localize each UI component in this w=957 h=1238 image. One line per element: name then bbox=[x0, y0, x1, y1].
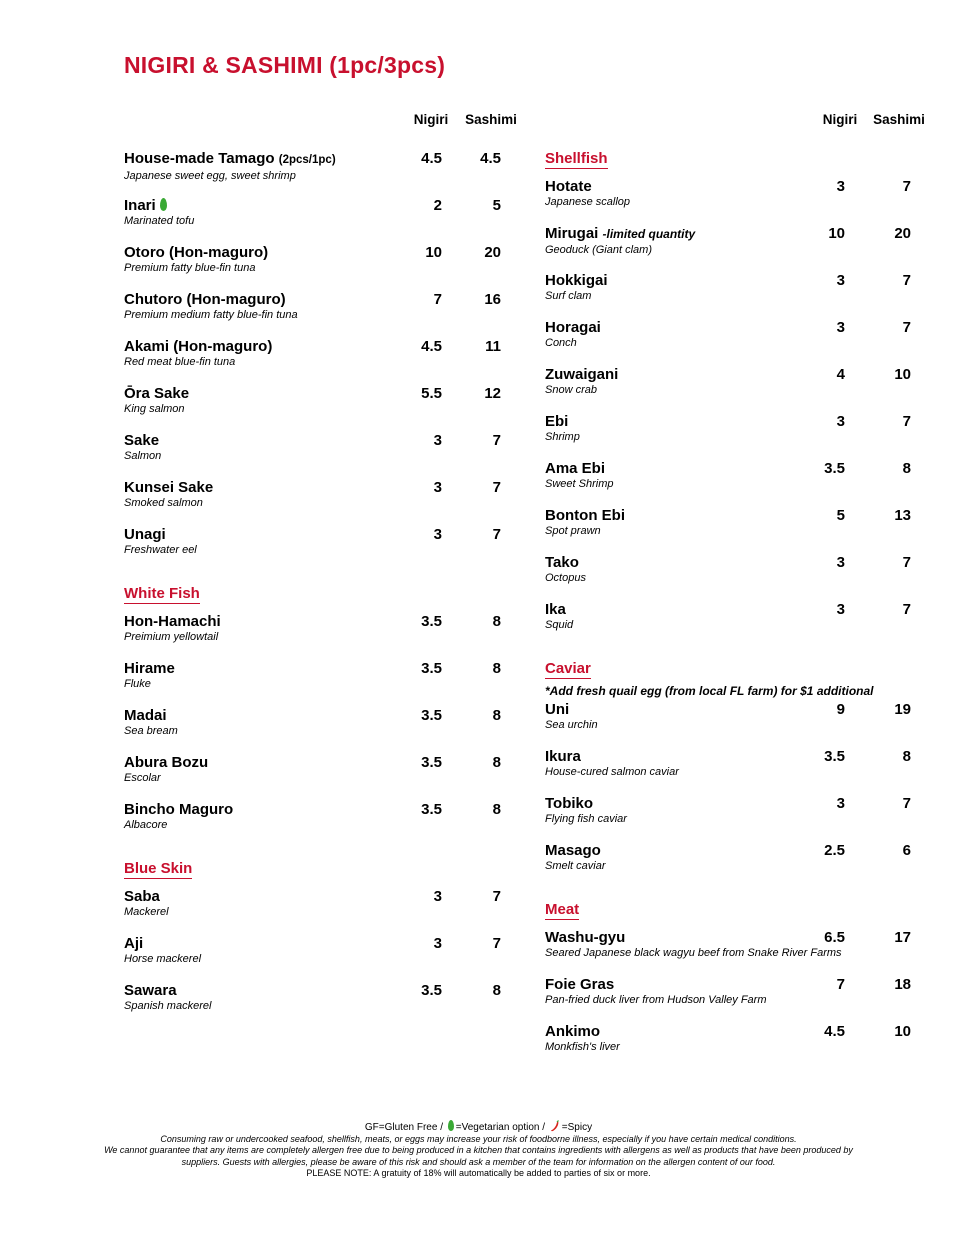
menu-item-name: Inari bbox=[124, 197, 156, 214]
nigiri-price: 7 bbox=[836, 976, 845, 993]
menu-item bbox=[545, 178, 915, 225]
sashimi-price: 7 bbox=[902, 178, 911, 195]
menu-item bbox=[545, 748, 915, 795]
nigiri-price: 3.5 bbox=[421, 801, 442, 818]
menu-item-name-line bbox=[545, 178, 915, 195]
menu-item-description: Sweet Shrimp bbox=[545, 478, 614, 490]
right-column-headers bbox=[545, 110, 925, 150]
menu-item-description: Monkfish's liver bbox=[545, 1041, 620, 1053]
menu-item-name: Ika bbox=[545, 601, 566, 618]
menu-item bbox=[545, 413, 915, 460]
menu-item-name-line bbox=[545, 795, 915, 812]
menu-item-description: Red meat blue-fin tuna bbox=[124, 356, 236, 368]
sashimi-price: 7 bbox=[902, 795, 911, 812]
menu-item-name-line bbox=[124, 291, 524, 308]
menu-item-description: House-cured salmon caviar bbox=[545, 766, 679, 778]
menu-item bbox=[124, 479, 524, 526]
sashimi-price: 6 bbox=[902, 842, 911, 859]
nigiri-price: 2.5 bbox=[824, 842, 845, 859]
nigiri-price: 6.5 bbox=[824, 929, 845, 946]
shellfish-heading-wrap bbox=[545, 150, 915, 178]
sashimi-price: 7 bbox=[902, 601, 911, 618]
menu-item-description: King salmon bbox=[124, 403, 185, 415]
menu-item-name-line bbox=[545, 701, 915, 718]
menu-item-description: Preimium yellowtail bbox=[124, 631, 219, 643]
menu-item-name: Masago bbox=[545, 842, 601, 859]
sashimi-price: 7 bbox=[492, 935, 501, 952]
menu-item-description: Horse mackerel bbox=[124, 953, 202, 965]
sashimi-price: 8 bbox=[492, 754, 501, 771]
sashimi-price: 7 bbox=[902, 319, 911, 336]
menu-item bbox=[124, 613, 524, 660]
sashimi-price: 8 bbox=[902, 460, 911, 477]
menu-item-description: Flying fish caviar bbox=[545, 813, 627, 825]
sashimi-price: 7 bbox=[902, 272, 911, 289]
section-heading-meat: Meat bbox=[545, 901, 580, 918]
menu-item bbox=[545, 601, 915, 648]
menu-item-description: Sea urchin bbox=[545, 719, 598, 731]
menu-item bbox=[124, 526, 524, 573]
menu-item-name-line bbox=[545, 272, 915, 289]
menu-item-name: Washu-gyu bbox=[545, 929, 626, 946]
menu-item-name: Hon-Hamachi bbox=[124, 613, 221, 630]
menu-item-description: Conch bbox=[545, 337, 577, 349]
menu-item-name-line bbox=[545, 554, 915, 571]
menu-item bbox=[545, 1023, 915, 1070]
sashimi-price: 7 bbox=[492, 526, 501, 543]
menu-item bbox=[124, 707, 524, 754]
menu-item bbox=[124, 150, 524, 197]
menu-item-description: Sea bream bbox=[124, 725, 178, 737]
menu-item-description: Smelt caviar bbox=[545, 860, 606, 872]
menu-item-description: Surf clam bbox=[545, 290, 592, 302]
menu-item-name-line bbox=[545, 225, 915, 243]
legend-vegetarian: =Vegetarian option / bbox=[455, 1122, 546, 1133]
disclaimer-allergens: We cannot guarantee that any items are completely allergen free due to being produced in a kitchen that contains ingredients with allergens as well as products that have been produced by suppliers. Guests with allergies, please be aware of this risk and should ask a member of the team for information on the allergen content of our food. bbox=[104, 1145, 853, 1167]
menu-item-name: Bincho Maguro bbox=[124, 801, 234, 818]
menu-item bbox=[124, 432, 524, 479]
nigiri-price: 3 bbox=[836, 413, 845, 430]
menu-item-name: Saba bbox=[124, 888, 160, 905]
sashimi-column-header: Sashimi bbox=[873, 112, 925, 127]
menu-item-availability-note: -limited quantity bbox=[602, 227, 696, 241]
menu-item-description: Octopus bbox=[545, 572, 586, 584]
menu-item-name: Kunsei Sake bbox=[124, 479, 214, 496]
menu-item-description: Geoduck (Giant clam) bbox=[545, 244, 652, 256]
menu-item-description: Japanese scallop bbox=[545, 196, 631, 208]
menu-item-name-line bbox=[124, 338, 524, 355]
menu-item-description: Spot prawn bbox=[545, 525, 601, 537]
left-column bbox=[124, 110, 524, 1029]
nigiri-price: 3 bbox=[836, 601, 845, 618]
menu-item-description: Marinated tofu bbox=[124, 215, 195, 227]
sashimi-price: 18 bbox=[894, 976, 911, 993]
menu-item-name-line bbox=[124, 935, 524, 952]
sashimi-price: 19 bbox=[894, 701, 911, 718]
menu-item-description: Salmon bbox=[124, 450, 162, 462]
menu-item bbox=[124, 291, 524, 338]
nigiri-price: 3 bbox=[836, 554, 845, 571]
menu-item-name: Ankimo bbox=[545, 1023, 601, 1040]
menu-item-name-line bbox=[545, 929, 915, 946]
blue-skin-list bbox=[124, 888, 524, 1029]
menu-item-description: Seared Japanese black wagyu beef from Snake River Farms bbox=[545, 947, 842, 959]
menu-item-description: Spanish mackerel bbox=[124, 1000, 212, 1012]
menu-item-name: Abura Bozu bbox=[124, 754, 209, 771]
menu-item bbox=[124, 888, 524, 935]
nigiri-price: 3.5 bbox=[421, 707, 442, 724]
nigiri-price: 3 bbox=[433, 432, 442, 449]
menu-item-name-line bbox=[124, 526, 524, 543]
sashimi-column-header: Sashimi bbox=[465, 112, 517, 127]
menu-item-name: Chutoro (Hon-maguro) bbox=[124, 291, 286, 308]
menu-item-name: Otoro (Hon-maguro) bbox=[124, 244, 269, 261]
menu-item-name-line bbox=[545, 748, 915, 765]
nigiri-price: 3.5 bbox=[421, 754, 442, 771]
sashimi-price: 20 bbox=[894, 225, 911, 242]
nigiri-price: 4.5 bbox=[421, 150, 442, 167]
menu-item-name: Ōra Sake bbox=[124, 385, 190, 402]
menu-item bbox=[124, 660, 524, 707]
caviar-list bbox=[545, 701, 915, 889]
menu-item bbox=[124, 385, 524, 432]
legend-spicy: =Spicy bbox=[561, 1122, 593, 1133]
nigiri-price: 3.5 bbox=[421, 660, 442, 677]
nigiri-column-header: Nigiri bbox=[413, 112, 449, 127]
sashimi-price: 8 bbox=[492, 660, 501, 677]
menu-item-name: Hirame bbox=[124, 660, 175, 677]
nigiri-price: 7 bbox=[433, 291, 442, 308]
menu-item-name: Bonton Ebi bbox=[545, 507, 625, 524]
nigiri-price: 3 bbox=[433, 935, 442, 952]
menu-item-name-line bbox=[545, 1023, 915, 1040]
menu-item-name-line bbox=[124, 801, 524, 818]
nigiri-price: 9 bbox=[836, 701, 845, 718]
menu-item-name-line bbox=[124, 982, 524, 999]
nigiri-price: 3 bbox=[836, 319, 845, 336]
menu-item-name-line bbox=[545, 319, 915, 336]
nigiri-price: 3.5 bbox=[824, 460, 845, 477]
nigiri-price: 4 bbox=[836, 366, 845, 383]
chili-pepper-icon bbox=[550, 1120, 560, 1132]
menu-item-description: Premium fatty blue-fin tuna bbox=[124, 262, 256, 274]
menu-item bbox=[545, 272, 915, 319]
menu-item-name-line bbox=[124, 479, 524, 496]
nigiri-price: 3 bbox=[433, 526, 442, 543]
sashimi-price: 7 bbox=[492, 432, 501, 449]
menu-item bbox=[545, 507, 915, 554]
sashimi-price: 8 bbox=[492, 982, 501, 999]
page-title: NIGIRI & SASHIMI (1pc/3pcs) bbox=[124, 52, 446, 78]
menu-item-description: Freshwater eel bbox=[124, 544, 197, 556]
menu-item bbox=[545, 460, 915, 507]
menu-item-name: Akami (Hon-maguro) bbox=[124, 338, 273, 355]
nigiri-price: 3 bbox=[836, 178, 845, 195]
section-heading-white-fish: White Fish bbox=[124, 585, 200, 602]
nigiri-price: 3 bbox=[836, 272, 845, 289]
menu-item bbox=[124, 801, 524, 848]
menu-item bbox=[545, 701, 915, 748]
menu-item-name: Foie Gras bbox=[545, 976, 615, 993]
nigiri-price: 3.5 bbox=[421, 982, 442, 999]
sashimi-price: 11 bbox=[485, 338, 501, 355]
white-fish-heading-wrap bbox=[124, 585, 524, 613]
menu-item-name: Unagi bbox=[124, 526, 166, 543]
sashimi-price: 10 bbox=[894, 366, 911, 383]
menu-item-description: Pan-fried duck liver from Hudson Valley Farm bbox=[545, 994, 767, 1006]
menu-item bbox=[124, 338, 524, 385]
menu-item-description: Shrimp bbox=[545, 431, 580, 443]
nigiri-price: 3.5 bbox=[421, 613, 442, 630]
menu-item bbox=[545, 366, 915, 413]
menu-item-name: Horagai bbox=[545, 319, 601, 336]
nigiri-price: 4.5 bbox=[421, 338, 442, 355]
menu-item bbox=[124, 244, 524, 291]
menu-item-name: Madai bbox=[124, 707, 167, 724]
caviar-note: *Add fresh quail egg (from local FL farm) for $1 additional bbox=[545, 684, 874, 698]
menu-item-name-line bbox=[545, 842, 915, 859]
menu-item-description: Fluke bbox=[124, 678, 151, 690]
menu-item-name: Sake bbox=[124, 432, 160, 449]
menu-item-name-line bbox=[124, 707, 524, 724]
gratuity-note: PLEASE NOTE: A gratuity of 18% will automatically be added to parties of six or more. bbox=[306, 1168, 651, 1178]
menu-item-description: Japanese sweet egg, sweet shrimp bbox=[124, 170, 296, 182]
nigiri-price: 5.5 bbox=[421, 385, 442, 402]
sashimi-price: 13 bbox=[894, 507, 911, 524]
menu-item bbox=[124, 935, 524, 982]
menu-item bbox=[545, 976, 915, 1023]
sashimi-price: 7 bbox=[902, 554, 911, 571]
menu-item bbox=[545, 842, 915, 889]
menu-item bbox=[545, 225, 915, 272]
disclaimer-foodborne: Consuming raw or undercooked seafood, shellfish, meats, or eggs may increase your risk of foodborne illness, especially if you have certain medical conditions. bbox=[160, 1133, 797, 1144]
menu-item-name: Hotate bbox=[545, 178, 592, 195]
sashimi-price: 17 bbox=[894, 929, 911, 946]
menu-item-description: Escolar bbox=[124, 772, 161, 784]
nigiri-column-header: Nigiri bbox=[822, 112, 858, 127]
blue-skin-heading-wrap bbox=[124, 860, 524, 888]
menu-item-name-line bbox=[545, 460, 915, 477]
menu-item bbox=[545, 554, 915, 601]
sashimi-price: 8 bbox=[492, 613, 501, 630]
nigiri-price: 10 bbox=[425, 244, 442, 261]
menu-item-name-line bbox=[545, 976, 915, 993]
menu-item bbox=[124, 754, 524, 801]
menu-item-name-line bbox=[124, 613, 524, 630]
shellfish-list bbox=[545, 178, 915, 648]
menu-item-name-line bbox=[124, 660, 524, 677]
menu-item bbox=[545, 929, 915, 976]
legend-gluten-free: GF=Gluten Free / bbox=[364, 1122, 443, 1133]
sashimi-price: 16 bbox=[484, 291, 501, 308]
menu-item-name: House-made Tamago bbox=[124, 150, 275, 167]
vegetarian-leaf-icon bbox=[160, 198, 167, 211]
sashimi-price: 8 bbox=[492, 707, 501, 724]
nigiri-price: 10 bbox=[828, 225, 845, 242]
right-column bbox=[545, 110, 925, 1070]
section-heading-caviar: Caviar bbox=[545, 660, 591, 677]
vegetarian-leaf-icon bbox=[448, 1120, 454, 1131]
section-heading-blue-skin: Blue Skin bbox=[124, 860, 193, 877]
menu-item bbox=[545, 795, 915, 842]
menu-item-name-line bbox=[545, 413, 915, 430]
menu-item-name-line bbox=[124, 385, 524, 402]
nigiri-price: 3.5 bbox=[824, 748, 845, 765]
sashimi-price: 4.5 bbox=[480, 150, 501, 167]
menu-item-name-line bbox=[124, 197, 524, 214]
nigiri-price: 5 bbox=[836, 507, 845, 524]
left-column-headers bbox=[124, 110, 524, 150]
white-fish-list bbox=[124, 613, 524, 848]
nigiri-price: 2 bbox=[433, 197, 442, 214]
section-heading-shellfish: Shellfish bbox=[545, 150, 608, 167]
legend-line bbox=[100, 1120, 857, 1134]
sashimi-price: 7 bbox=[902, 413, 911, 430]
menu-item-name: Sawara bbox=[124, 982, 177, 999]
menu-item-name-line bbox=[124, 244, 524, 261]
menu-item bbox=[124, 982, 524, 1029]
menu-item-name-line bbox=[124, 754, 524, 771]
menu-item-description: Snow crab bbox=[545, 384, 597, 396]
menu-item-description: Premium medium fatty blue-fin tuna bbox=[124, 309, 298, 321]
menu-item-name-line bbox=[124, 888, 524, 905]
menu-item-description: Squid bbox=[545, 619, 574, 631]
sashimi-price: 7 bbox=[492, 479, 501, 496]
nigiri-price: 3 bbox=[836, 795, 845, 812]
menu-item-name: Tako bbox=[545, 554, 579, 571]
nigiri-price: 3 bbox=[433, 888, 442, 905]
menu-item-name: Ama Ebi bbox=[545, 460, 606, 477]
sashimi-price: 12 bbox=[484, 385, 501, 402]
menu-item-description: Smoked salmon bbox=[124, 497, 203, 509]
menu-item-portion-note: (2pcs/1pc) bbox=[278, 154, 336, 166]
menu-item-description: Mackerel bbox=[124, 906, 169, 918]
sashimi-price: 20 bbox=[484, 244, 501, 261]
menu-item-name: Mirugai bbox=[545, 225, 599, 242]
menu-item-name: Uni bbox=[545, 701, 570, 718]
sashimi-price: 7 bbox=[492, 888, 501, 905]
meat-heading-wrap bbox=[545, 901, 915, 929]
menu-item-name: Ikura bbox=[545, 748, 581, 765]
sashimi-price: 8 bbox=[902, 748, 911, 765]
nigiri-price: 4.5 bbox=[824, 1023, 845, 1040]
menu-item-name-line bbox=[545, 601, 915, 618]
left-top-list bbox=[124, 150, 524, 573]
sashimi-price: 5 bbox=[492, 197, 501, 214]
menu-item-name: Hokkigai bbox=[545, 272, 608, 289]
menu-item bbox=[124, 197, 524, 244]
menu-item-description: Albacore bbox=[124, 819, 168, 831]
nigiri-price: 3 bbox=[433, 479, 442, 496]
menu-item-name: Zuwaigani bbox=[545, 366, 619, 383]
sashimi-price: 10 bbox=[894, 1023, 911, 1040]
menu-item bbox=[545, 319, 915, 366]
meat-list bbox=[545, 929, 915, 1070]
menu-item-name-line bbox=[124, 150, 524, 169]
menu-item-name: Ebi bbox=[545, 413, 569, 430]
menu-item-name-line bbox=[545, 507, 915, 524]
menu-item-name: Tobiko bbox=[545, 795, 594, 812]
menu-item-name-line bbox=[545, 366, 915, 383]
sashimi-price: 8 bbox=[492, 801, 501, 818]
menu-item-name-line bbox=[124, 432, 524, 449]
footer bbox=[100, 1120, 857, 1180]
menu-item-name: Aji bbox=[124, 935, 144, 952]
